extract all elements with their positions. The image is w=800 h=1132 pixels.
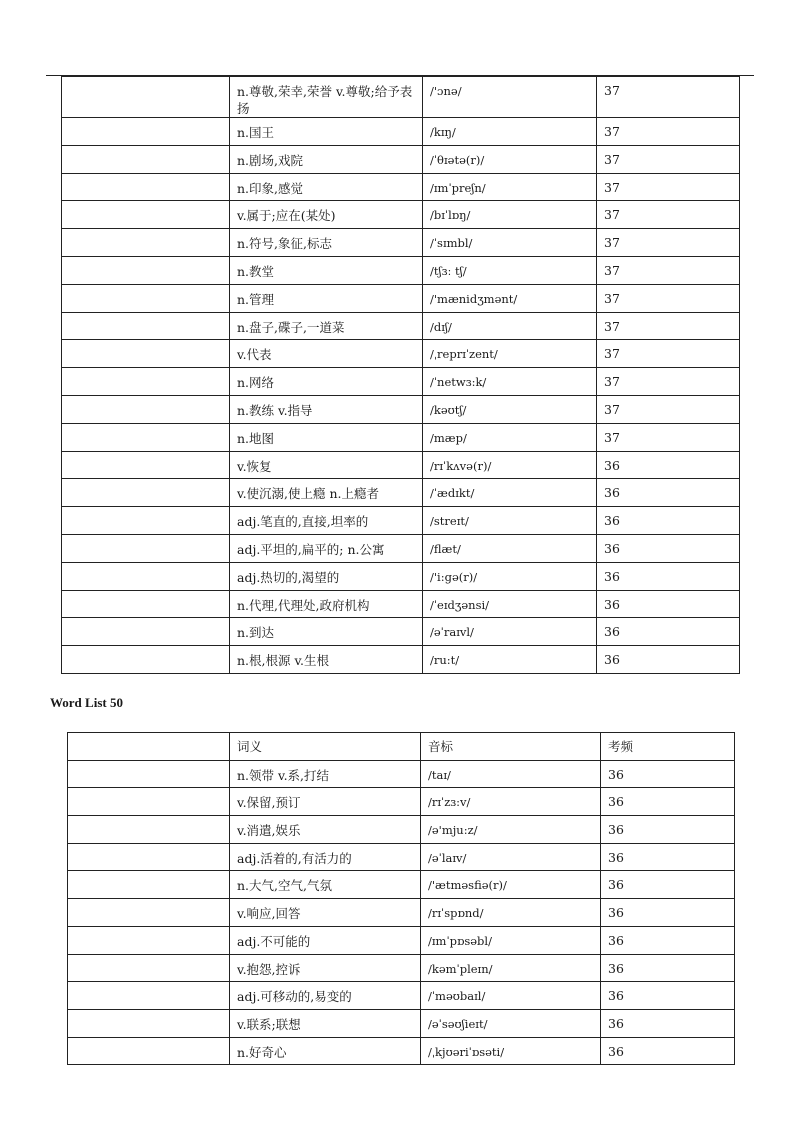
table-row xyxy=(62,77,740,118)
phonetic-cell: /ˈædɪkt/ xyxy=(423,479,597,507)
frequency-cell: 36 xyxy=(597,451,740,479)
meaning-cell: n.管理 xyxy=(230,284,423,312)
frequency-cell: 37 xyxy=(597,118,740,146)
table-row xyxy=(62,284,740,312)
index-cell xyxy=(62,423,230,451)
meaning-cell: adj.热切的,渴望的 xyxy=(230,562,423,590)
phonetic-cell: /tʃɜː tʃ/ xyxy=(423,256,597,284)
frequency-cell: 36 xyxy=(597,618,740,646)
meaning-cell: n.根,根源 v.生根 xyxy=(230,646,423,674)
phonetic-cell: /kɪŋ/ xyxy=(423,118,597,146)
frequency-cell: 36 xyxy=(601,843,735,871)
index-cell xyxy=(62,562,230,590)
phonetic-cell: /ˈeɪdʒənsi/ xyxy=(423,590,597,618)
meaning-cell: adj.平坦的,扁平的; n.公寓 xyxy=(230,534,423,562)
phonetic-cell: /ru:t/ xyxy=(423,646,597,674)
frequency-cell: 36 xyxy=(597,507,740,535)
word-list-title: Word List 50 xyxy=(50,695,123,710)
meaning-cell: n.网络 xyxy=(230,368,423,396)
frequency-cell: 36 xyxy=(597,590,740,618)
table-row xyxy=(68,760,735,788)
index-cell xyxy=(62,340,230,368)
table-row xyxy=(62,646,740,674)
phonetic-cell: /ɪmˈpreʃn/ xyxy=(423,173,597,201)
table-row xyxy=(68,843,735,871)
index-cell xyxy=(68,1037,230,1065)
table-row xyxy=(62,451,740,479)
table-row xyxy=(62,562,740,590)
phonetic-cell: /rɪˈzɜ:v/ xyxy=(421,788,601,816)
frequency-cell: 36 xyxy=(601,760,735,788)
frequency-cell: 36 xyxy=(601,926,735,954)
meaning-cell: n.符号,象征,标志 xyxy=(230,229,423,257)
frequency-cell: 36 xyxy=(601,816,735,844)
table-row xyxy=(68,982,735,1010)
meaning-cell: n.尊敬,荣幸,荣誉 v.尊敬;给予表扬 xyxy=(230,77,423,118)
index-cell xyxy=(68,816,230,844)
meaning-cell: adj.可移动的,易变的 xyxy=(230,982,421,1010)
meaning-cell: n.领带 v.系,打结 xyxy=(230,760,421,788)
meaning-cell: adj.活着的,有活力的 xyxy=(230,843,421,871)
table-header-row xyxy=(68,733,735,761)
word-table-50 xyxy=(67,732,735,1065)
meaning-cell: v.响应,回答 xyxy=(230,899,421,927)
index-cell xyxy=(62,118,230,146)
table-row xyxy=(62,145,740,173)
index-cell xyxy=(68,899,230,927)
phonetic-cell: /'ætməsfiə(r)/ xyxy=(421,871,601,899)
table-row xyxy=(68,954,735,982)
index-cell xyxy=(62,284,230,312)
phonetic-cell: /bɪˈlɒŋ/ xyxy=(423,201,597,229)
phonetic-cell: /'ɔnə/ xyxy=(423,77,597,118)
index-cell xyxy=(62,173,230,201)
index-cell xyxy=(62,395,230,423)
frequency-cell: 36 xyxy=(597,534,740,562)
meaning-cell: adj.不可能的 xyxy=(230,926,421,954)
index-cell xyxy=(62,256,230,284)
frequency-cell: 37 xyxy=(597,368,740,396)
phonetic-cell: /rɪˈspɒnd/ xyxy=(421,899,601,927)
meaning-cell: n.大气,空气,气氛 xyxy=(230,871,421,899)
phonetic-cell: /ˈsɪmbl/ xyxy=(423,229,597,257)
index-cell xyxy=(62,368,230,396)
table-row xyxy=(62,118,740,146)
frequency-cell: 36 xyxy=(601,899,735,927)
phonetic-cell: /streɪt/ xyxy=(423,507,597,535)
table-row xyxy=(62,229,740,257)
word-table-49-body xyxy=(62,77,740,674)
table-row xyxy=(62,395,740,423)
phonetic-cell: /dɪʃ/ xyxy=(423,312,597,340)
index-cell xyxy=(62,590,230,618)
meaning-cell: n.国王 xyxy=(230,118,423,146)
index-cell xyxy=(68,843,230,871)
meaning-cell: n.地图 xyxy=(230,423,423,451)
meaning-cell: v.保留,预订 xyxy=(230,788,421,816)
index-cell xyxy=(62,229,230,257)
index-cell xyxy=(62,646,230,674)
phonetic-cell: /flæt/ xyxy=(423,534,597,562)
phonetic-cell: /rɪˈkʌvə(r)/ xyxy=(423,451,597,479)
frequency-cell: 37 xyxy=(597,312,740,340)
index-cell xyxy=(68,760,230,788)
table-row xyxy=(62,423,740,451)
meaning-cell: n.盘子,碟子,一道菜 xyxy=(230,312,423,340)
frequency-cell: 37 xyxy=(597,145,740,173)
phonetic-cell: /ˈnetwɜ:k/ xyxy=(423,368,597,396)
phonetic-cell: /əˈlaɪv/ xyxy=(421,843,601,871)
header-index-cell xyxy=(68,733,230,761)
word-table-49 xyxy=(61,76,740,674)
table-row xyxy=(68,926,735,954)
table-row xyxy=(62,340,740,368)
meaning-cell: n.代理,代理处,政府机构 xyxy=(230,590,423,618)
frequency-cell: 37 xyxy=(597,229,740,257)
frequency-cell: 37 xyxy=(597,284,740,312)
index-cell xyxy=(62,77,230,118)
frequency-cell: 36 xyxy=(601,1037,735,1065)
meaning-cell: v.代表 xyxy=(230,340,423,368)
table-row xyxy=(68,1009,735,1037)
meaning-cell: v.联系;联想 xyxy=(230,1009,421,1037)
table-row xyxy=(68,899,735,927)
phonetic-cell: /ˈθɪətə(r)/ xyxy=(423,145,597,173)
table-row xyxy=(62,201,740,229)
table-row xyxy=(62,256,740,284)
phonetic-cell: /əˈsəʊʃieɪt/ xyxy=(421,1009,601,1037)
frequency-cell: 37 xyxy=(597,201,740,229)
meaning-cell: v.使沉溺,使上瘾 n.上瘾者 xyxy=(230,479,423,507)
frequency-cell: 37 xyxy=(597,423,740,451)
meaning-cell: v.恢复 xyxy=(230,451,423,479)
index-cell xyxy=(62,534,230,562)
table-row xyxy=(68,1037,735,1065)
frequency-cell: 37 xyxy=(597,77,740,118)
table-row xyxy=(62,312,740,340)
meaning-cell: adj.笔直的,直接,坦率的 xyxy=(230,507,423,535)
meaning-cell: v.消遣,娱乐 xyxy=(230,816,421,844)
frequency-cell: 36 xyxy=(601,982,735,1010)
table-row xyxy=(62,534,740,562)
meaning-cell: n.好奇心 xyxy=(230,1037,421,1065)
table-row xyxy=(68,816,735,844)
header-meaning: 词义 xyxy=(230,733,421,761)
phonetic-cell: /'i:gə(r)/ xyxy=(423,562,597,590)
index-cell xyxy=(68,788,230,816)
phonetic-cell: /əˈraɪvl/ xyxy=(423,618,597,646)
frequency-cell: 37 xyxy=(597,340,740,368)
index-cell xyxy=(68,926,230,954)
table-row xyxy=(62,173,740,201)
table-row xyxy=(68,871,735,899)
phonetic-cell: /ˌkjʊəriˈɒsəti/ xyxy=(421,1037,601,1065)
header-phonetic: 音标 xyxy=(421,733,601,761)
frequency-cell: 36 xyxy=(601,954,735,982)
frequency-cell: 36 xyxy=(597,562,740,590)
meaning-cell: n.剧场,戏院 xyxy=(230,145,423,173)
table-row xyxy=(62,368,740,396)
word-table-50-body xyxy=(68,733,735,1065)
index-cell xyxy=(62,312,230,340)
index-cell xyxy=(62,479,230,507)
index-cell xyxy=(68,871,230,899)
header-frequency: 考频 xyxy=(601,733,735,761)
meaning-cell: n.到达 xyxy=(230,618,423,646)
meaning-cell: n.教堂 xyxy=(230,256,423,284)
frequency-cell: 36 xyxy=(601,788,735,816)
phonetic-cell: /kəmˈpleɪn/ xyxy=(421,954,601,982)
frequency-cell: 37 xyxy=(597,173,740,201)
meaning-cell: n.印象,感觉 xyxy=(230,173,423,201)
phonetic-cell: /ˌreprɪˈzent/ xyxy=(423,340,597,368)
table-row xyxy=(62,590,740,618)
index-cell xyxy=(68,954,230,982)
meaning-cell: v.属于;应在(某处) xyxy=(230,201,423,229)
table-row xyxy=(62,507,740,535)
index-cell xyxy=(62,507,230,535)
frequency-cell: 36 xyxy=(597,646,740,674)
frequency-cell: 36 xyxy=(597,479,740,507)
table-row xyxy=(62,618,740,646)
phonetic-cell: /mæp/ xyxy=(423,423,597,451)
phonetic-cell: /kəʊtʃ/ xyxy=(423,395,597,423)
table-row xyxy=(68,788,735,816)
index-cell xyxy=(62,145,230,173)
index-cell xyxy=(68,1009,230,1037)
frequency-cell: 37 xyxy=(597,395,740,423)
phonetic-cell: /'mænidʒmənt/ xyxy=(423,284,597,312)
phonetic-cell: /ˈməʊbaɪl/ xyxy=(421,982,601,1010)
phonetic-cell: /ɪmˈpɒsəbl/ xyxy=(421,926,601,954)
phonetic-cell: /taɪ/ xyxy=(421,760,601,788)
index-cell xyxy=(62,451,230,479)
index-cell xyxy=(68,982,230,1010)
meaning-cell: v.抱怨,控诉 xyxy=(230,954,421,982)
table-row xyxy=(62,479,740,507)
frequency-cell: 36 xyxy=(601,1009,735,1037)
frequency-cell: 36 xyxy=(601,871,735,899)
phonetic-cell: /ə'mju:z/ xyxy=(421,816,601,844)
index-cell xyxy=(62,201,230,229)
meaning-cell: n.教练 v.指导 xyxy=(230,395,423,423)
index-cell xyxy=(62,618,230,646)
frequency-cell: 37 xyxy=(597,256,740,284)
